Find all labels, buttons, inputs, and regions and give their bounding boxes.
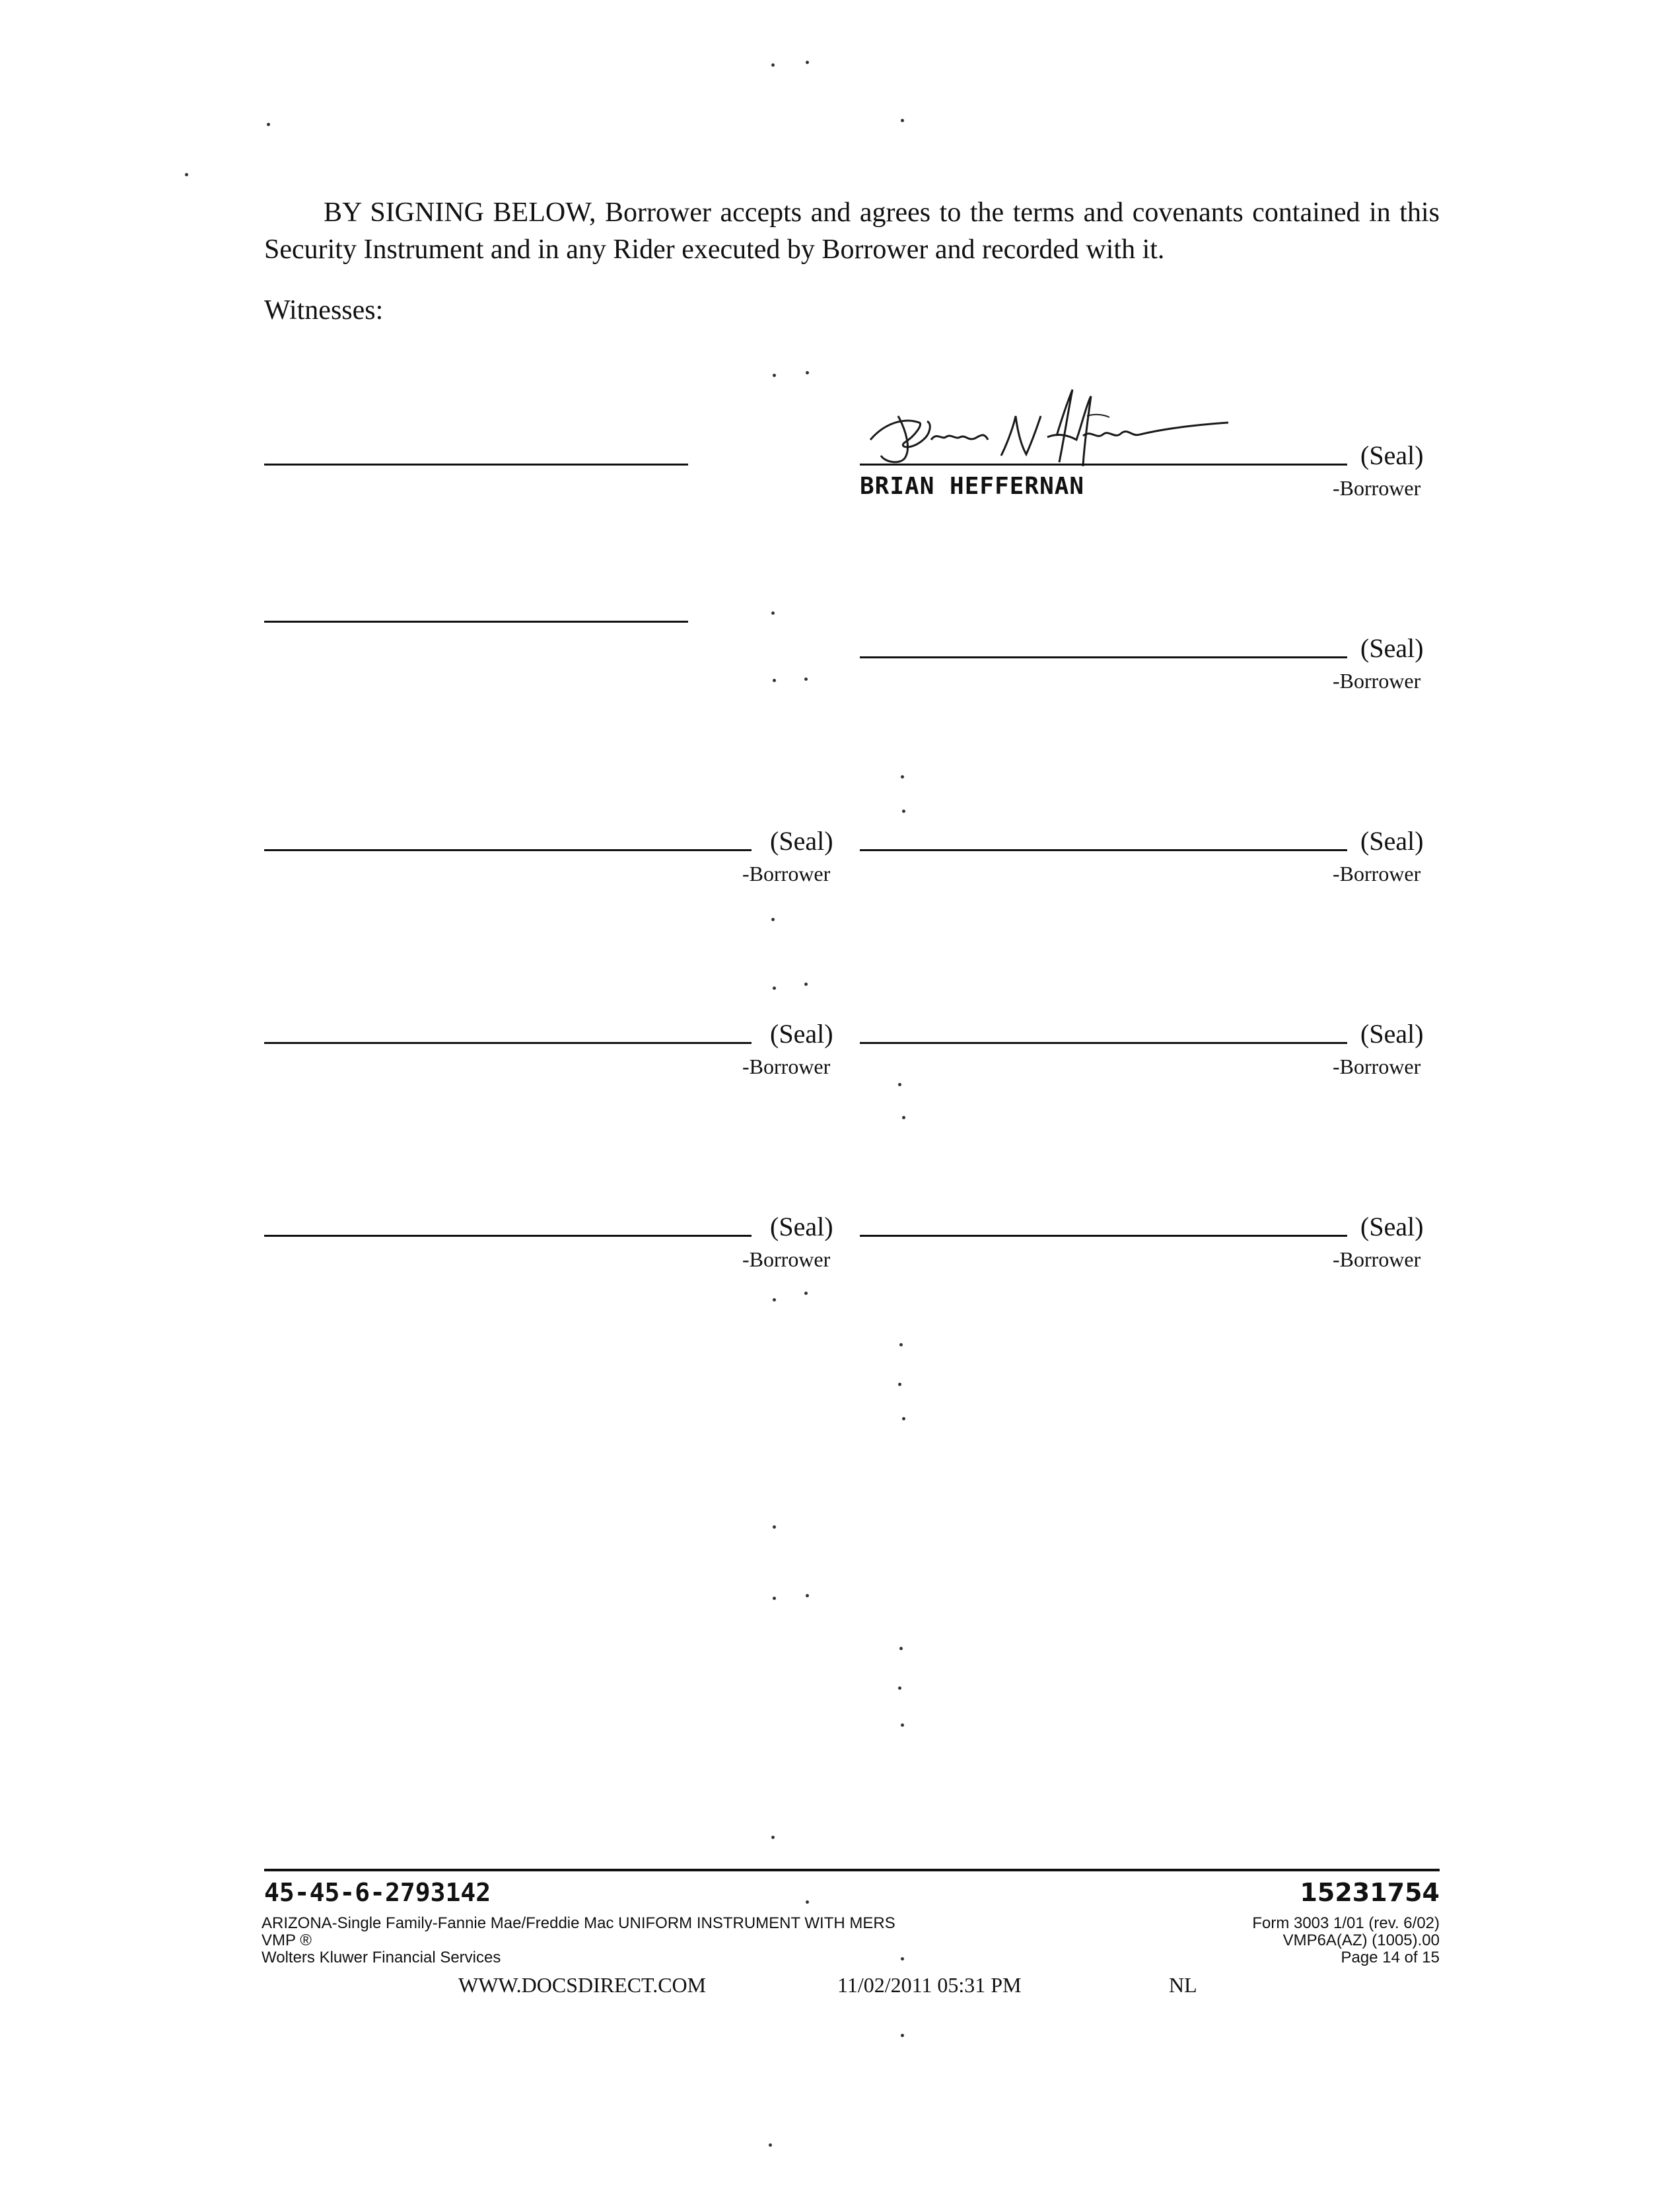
seal-label: (Seal) — [1360, 633, 1424, 663]
borrower-signature-line-6[interactable] — [860, 1042, 1347, 1044]
vmp-mark: VMP ® — [262, 1931, 312, 1949]
seal-label: (Seal) — [1360, 440, 1424, 470]
scan-speck — [804, 983, 808, 986]
document-id: 15231754 — [1300, 1878, 1440, 1907]
handwritten-signature — [858, 376, 1242, 475]
scan-speck — [773, 1298, 776, 1302]
borrower-signature-line-1[interactable] — [860, 464, 1347, 466]
borrower-role-label: -Borrower — [1333, 476, 1421, 500]
borrower-signature-line-4[interactable] — [860, 849, 1347, 851]
scan-speck — [806, 1594, 809, 1597]
scan-speck — [769, 2143, 772, 2147]
print-timestamp: 11/02/2011 05:31 PM — [837, 1973, 1022, 1997]
seal-label: (Seal) — [1360, 1212, 1424, 1241]
borrower-signature-line-8[interactable] — [860, 1235, 1347, 1237]
borrower-role-label: -Borrower — [742, 862, 831, 885]
scan-speck — [902, 810, 905, 813]
borrower-role-label: -Borrower — [1333, 1055, 1421, 1078]
scan-speck — [771, 63, 775, 67]
borrower-role-label: -Borrower — [1333, 669, 1421, 693]
scan-speck — [898, 1383, 901, 1386]
scan-speck — [773, 987, 776, 990]
scan-speck — [773, 1597, 776, 1600]
borrower-role-label: -Borrower — [742, 1055, 831, 1078]
scan-speck — [773, 374, 776, 377]
scan-speck — [806, 61, 809, 64]
scan-speck — [804, 1292, 808, 1295]
page-number: Page 14 of 15 — [1341, 1949, 1440, 1966]
scan-speck — [898, 1686, 901, 1690]
borrower-signature-line-3[interactable] — [264, 849, 752, 851]
borrower-signature-line-5[interactable] — [264, 1042, 752, 1044]
form-code: VMP6A(AZ) (1005).00 — [1282, 1931, 1440, 1949]
loan-number: 45-45-6-2793142 — [264, 1878, 491, 1907]
borrower-signature-line-2[interactable] — [860, 656, 1347, 658]
borrower-printed-name: BRIAN HEFFERNAN — [860, 473, 1085, 500]
scan-speck — [898, 1083, 901, 1086]
scan-speck — [901, 2034, 904, 2037]
witnesses-label: Witnesses: — [264, 295, 384, 326]
witness-signature-line-2[interactable] — [264, 621, 688, 623]
form-title: ARIZONA-Single Family-Fannie Mae/Freddie Mac UNIFORM INSTRUMENT WITH MERS — [262, 1914, 895, 1932]
scan-speck — [899, 1647, 903, 1650]
scan-speck — [773, 1525, 776, 1529]
scan-speck — [771, 918, 775, 921]
seal-label: (Seal) — [1360, 826, 1424, 856]
publisher-name: Wolters Kluwer Financial Services — [262, 1949, 501, 1966]
form-description — [262, 1915, 895, 1966]
scan-speck — [902, 1417, 905, 1420]
initials: NL — [1169, 1973, 1197, 1997]
scan-speck — [267, 123, 270, 126]
scan-speck — [899, 1343, 903, 1346]
seal-label: (Seal) — [770, 826, 833, 856]
seal-label: (Seal) — [770, 1212, 833, 1241]
scan-speck — [185, 173, 188, 176]
scan-speck — [771, 1836, 775, 1839]
footer-divider — [264, 1869, 1440, 1871]
scan-speck — [901, 775, 904, 779]
scan-speck — [771, 611, 775, 615]
borrower-role-label: -Borrower — [1333, 1247, 1421, 1271]
scan-speck — [804, 677, 808, 681]
website-url: WWW.DOCSDIRECT.COM — [458, 1973, 707, 1997]
scan-speck — [773, 679, 776, 682]
scan-speck — [902, 1116, 905, 1119]
scan-speck — [901, 1957, 904, 1961]
borrower-signature-line-7[interactable] — [264, 1235, 752, 1237]
scan-speck — [806, 371, 809, 374]
seal-label: (Seal) — [1360, 1019, 1424, 1049]
seal-label: (Seal) — [770, 1019, 833, 1049]
form-number: Form 3003 1/01 (rev. 6/02) — [1252, 1914, 1440, 1932]
borrower-role-label: -Borrower — [1333, 862, 1421, 885]
borrower-role-label: -Borrower — [742, 1247, 831, 1271]
signing-statement: BY SIGNING BELOW, Borrower accepts and agrees to the terms and covenants contained in this Security Instrument and in any Rider executed by Borrower and recorded with it. — [264, 197, 1440, 265]
form-identifiers — [1252, 1915, 1440, 1966]
scan-speck — [901, 1723, 904, 1727]
witness-signature-line-1[interactable] — [264, 464, 688, 466]
scan-speck — [806, 1900, 809, 1904]
scan-speck — [901, 119, 904, 122]
